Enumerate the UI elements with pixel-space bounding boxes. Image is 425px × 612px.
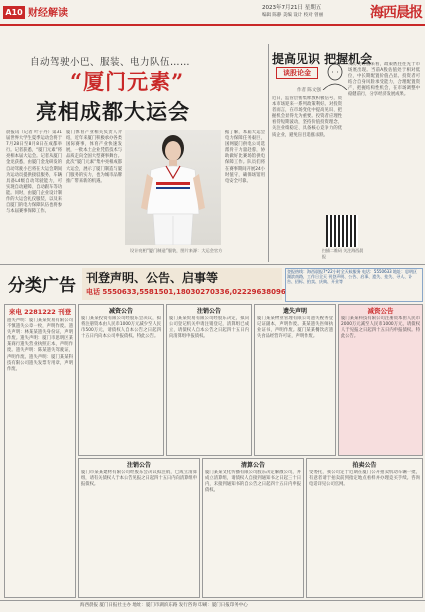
opinion-author: 作者 陈文强 [297,88,321,93]
qr-caption: 扫描二维码 关注海西晨报 [322,248,364,259]
section-title: 财经解读 [28,8,68,19]
feature-headline-red: “厦门元素” [70,69,185,94]
ad-block-title: 清算公告 [240,462,265,469]
qr-code-icon [326,215,358,247]
section-divider [0,264,425,265]
feature-column-1: 晨报讯（记者 叶子丹）第31届世界大学生夏季运动会将于7月28日至8月8日在成都举行。记者获悉，“厦门元素”将亮相本届大运会。记者从厦门金龙获悉，由厦门金龙研发的自动驾驶小巴将在大运会期间为运动员提供接驳服务，车辆具备L4级自动驾驶能力，可实现自动避障、自动跟车等功能。同时，由厦门企业设计制作的大运会礼仪服装，以及来自厦门的电力保障队伍也将参与本届赛事保障工作。 [6,130,62,215]
ad-block-body: 厦门某某物业管理有限公司遗失税务登记证副本，声明作废。某某遗失医师执业证书，声明作废。厦门某某餐饮店遗失食品经营许可证，声明作废。 [257,316,333,340]
author-portrait [320,62,350,90]
ad-block-body: 厦门某某文化传播有限公司股东决定解散公司，并成立清算组，请债权人自接到通知书之日起三十日内，未接到通知书的自公告之日起四十五日内申报债权。 [205,470,301,494]
ad-block-highlight [338,304,423,456]
header-rule [0,24,425,26]
classifieds-notice: 登报热线：海西晨报7*22小时全天候服务 电话：5550633 地址：思明区湖滨南路，工作日全天 刊登声明、公告、启事、遗失、挂失、寻人、讣告、招标、拍卖、庆典、开业等 [287,269,417,284]
column-divider [268,44,269,262]
feature-headline: 亮相成都大运会 [36,99,190,124]
athlete-photo [125,130,221,245]
ad-block [306,458,423,598]
newspaper-logo: 海西晨报 [370,5,422,21]
ad-block [78,304,164,456]
ad-block-body: 受委托，我公司定于近期在厦门公开拍卖机动车辆一批，有意者请于拍卖前到指定地点看样并办理竞买手续。咨询电话详见公司官网。 [309,470,420,488]
classifieds-title: 分类广告 [8,276,76,296]
athlete-figure-icon [125,130,221,245]
classifieds-left-column [4,304,76,598]
feature-column-3: 据了解，本届大运会电力保障任务艰巨，国网厦门供电公司选派骨干力量赴蓉，协助做好比赛场馆供电保障工作。队员们将在赛事期间开展24小时值守，确保场馆用电安全可靠。 [225,130,265,184]
opinion-column-2: 从历史经验来看，政策底往往先于市场底出现。当前A股估值处于相对低位，中长期配置价值凸显。投资者可结合自身风险承受能力，合理配置资产，把握结构性机会，在市场调整中稳健前行，分享经济发展成果。 [348,62,420,98]
ad-block-body: 厦门市某某建材有限公司经股东会决议拟注销，已成立清算组，请有关债权人于本公告见报之日起四十五日内向清算组申报债权。 [81,470,197,488]
ad-block-title: 遗失声明 [282,308,307,315]
ad-block [202,458,304,598]
feature-column-2: 厦门体育产业相关负责人介绍，近年来厦门积极承办各类国际赛事，体育产业快速发展，一批本土企业凭借技术与品质走向全国大型赛事舞台。此次“厦门元素”集中亮相成都大运会，展示了厦门制造与厦门服务的实力，也为城市品牌推广带来新的机遇。 [66,130,122,184]
ad-block-body: 厦门某某科技有限公司注册资本由人民币2000万元减至人民币1000万元，请债权人于见报之日起四十五日内申报债权。特此公告。 [341,316,420,340]
ad-block [78,458,200,598]
classifieds-phones: 电话 5550633,5581501,18030270336,02229638096 [86,288,286,296]
dateline: 2023年7月21日 星期五 [262,5,322,11]
ad-block-title: 减资公告 [367,307,394,315]
ad-block [254,304,336,456]
opinion-tag: 谈股论金 [276,67,318,79]
ad-block-title: 注销公告 [196,308,221,315]
ad-block [166,304,252,456]
opinion-column-1: 近日，监管层密集释放积极信号，资本市场迎来一系列政策利好。对投资者而言，在市场变化中提高见识、把握机会显得尤为重要。投资者应理性看待短期波动，坚持价值投资理念，关注业绩稳定、具备核心竞争力的优质企业，避免盲目追涨杀跌。 [272,96,342,138]
author-portrait-icon [320,62,350,90]
page-number: A10 [3,6,25,19]
editors-line: 编辑 陈静 美编 设计 校对 曾丽 [262,13,324,18]
ad-block-body: 厦门某某投资有限公司经股东会决议，拟将注册资本由人民币1000万元减少至人民币500万元，请债权人自本公告之日起四十五日内向本公司申报债权。特此公告。 [81,316,161,340]
ad-block-title: 拍卖公告 [352,462,377,469]
classifieds-banner-title: 刊登声明、公告、启事等 [86,271,219,285]
footer-text: 海西晨报 厦门日报社主办 地址：厦门市湖滨东路 发行咨询 印刷：厦门日报印务中心 [80,603,248,608]
classifieds-left-text: 遗失声明：厦门某某贸易有限公司不慎遗失公章一枚，声明作废。遗失声明：林某某遗失身份证，声明作废。遗失声明：厦门市思明区某某商行遗失营业执照正本，声明作废。遗失声明：陈某遗失驾驶证，声明作废。遗失声明：厦门某某科技有限公司遗失发票专用章，声明作废。 [7,318,73,372]
ad-block-title: 减资公告 [108,308,133,315]
classifieds-left-title: 来电 2281222 刊登 [8,308,72,316]
ad-block-title: 注销公告 [126,462,151,469]
feature-kicker: 自动驾驶小巴、服装、电力队伍…… [30,57,191,68]
opinion-title: 提高见识 把握机会 [272,52,373,66]
photo-caption: 设计亮相“厦门制造”服装，图片来源：大运会官方 [130,248,223,253]
ad-block-body: 厦门某某贸易有限公司经股东决定，拟向公司登记机关申请注销登记，清算组已成立，请债权人自本公告之日起四十五日内向清算组申报债权。 [169,316,249,340]
